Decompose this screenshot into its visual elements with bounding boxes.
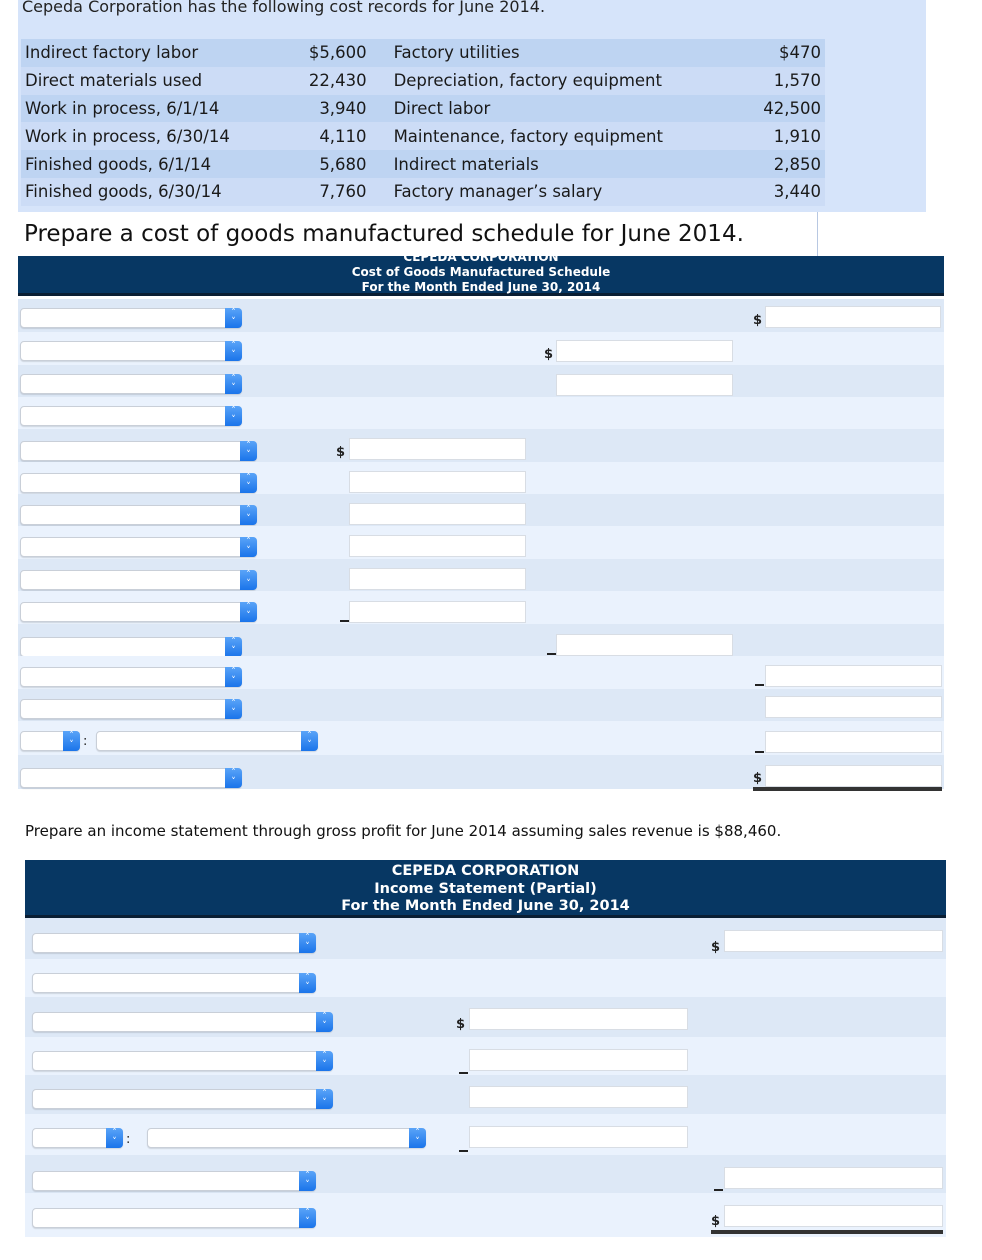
dollar-sign: $ <box>544 347 554 362</box>
given-data-panel <box>18 0 926 212</box>
amount-input[interactable] <box>349 471 526 493</box>
amount-input[interactable] <box>469 1008 688 1030</box>
table-row <box>21 122 825 150</box>
amount-input[interactable] <box>469 1126 688 1148</box>
cost-label: Work in process, 6/1/14 <box>21 95 288 123</box>
cost-label: Direct labor <box>371 95 743 123</box>
statement-period: For the Month Ended June 30, 2014 <box>341 898 630 914</box>
period-select[interactable] <box>32 1128 123 1148</box>
select-arrows-icon: ˄ ˅ <box>301 731 318 751</box>
subtotal-underline <box>459 1150 468 1152</box>
income-header <box>25 860 946 918</box>
cgm-row <box>18 559 944 591</box>
table-row <box>21 178 825 206</box>
account-select[interactable] <box>32 1051 333 1071</box>
account-select[interactable] <box>20 637 242 657</box>
total-cgm-input[interactable] <box>765 765 942 787</box>
income-row <box>25 959 946 997</box>
amount-input[interactable] <box>469 1049 688 1071</box>
subtotal-underline <box>755 684 764 686</box>
select-arrows-icon: ˄ ˅ <box>240 505 257 525</box>
dollar-sign: $ <box>753 771 763 786</box>
cgm-row <box>18 494 944 526</box>
period-select[interactable] <box>20 731 80 751</box>
cost-value: 3,940 <box>288 95 370 123</box>
cgm-row <box>18 624 944 656</box>
account-select[interactable] <box>20 308 242 328</box>
select-arrows-icon: ˄ ˅ <box>225 308 242 328</box>
cgm-header <box>18 250 944 296</box>
problem-intro: Cepeda Corporation has the following cost records for June 2014. <box>22 0 546 16</box>
cost-value: 4,110 <box>288 122 370 150</box>
account-select[interactable] <box>20 699 242 719</box>
income-row <box>25 1193 946 1237</box>
amount-input[interactable] <box>556 374 733 396</box>
amount-input[interactable] <box>765 731 942 753</box>
cost-value: 7,760 <box>288 178 370 206</box>
select-arrows-icon: ˄ ˅ <box>299 1171 316 1191</box>
account-select[interactable] <box>32 1208 316 1228</box>
schedule-title: Cost of Goods Manufactured Schedule <box>351 265 611 279</box>
cost-label: Maintenance, factory equipment <box>371 122 743 150</box>
account-select[interactable] <box>20 473 257 493</box>
select-arrows-icon: ˄ ˅ <box>316 1051 333 1071</box>
subtotal-underline <box>340 620 349 622</box>
account-select[interactable] <box>20 406 242 426</box>
select-arrows-icon: ˄ ˅ <box>240 441 257 461</box>
cost-label: Depreciation, factory equipment <box>371 67 743 95</box>
select-arrows-icon: ˄ ˅ <box>299 1208 316 1228</box>
select-arrows-icon: ˄ ˅ <box>225 341 242 361</box>
cost-label: Work in process, 6/30/14 <box>21 122 288 150</box>
schedule-period: For the Month Ended June 30, 2014 <box>361 280 601 294</box>
account-select[interactable] <box>32 1171 316 1191</box>
cost-value: 2,850 <box>743 150 826 178</box>
colon-separator: : <box>83 734 88 749</box>
account-select[interactable] <box>96 731 318 751</box>
table-row <box>21 150 825 178</box>
cost-label: Indirect factory labor <box>21 39 288 67</box>
cgm-row <box>18 365 944 397</box>
amount-input[interactable] <box>765 696 942 718</box>
cost-value: 5,680 <box>288 150 370 178</box>
account-select[interactable] <box>20 602 257 622</box>
double-underline <box>711 1230 943 1234</box>
select-arrows-icon: ˄ ˅ <box>299 933 316 953</box>
table-row <box>21 95 825 123</box>
cgm-row <box>18 332 944 365</box>
cost-value: $5,600 <box>288 39 370 67</box>
amount-input[interactable] <box>556 340 733 362</box>
cost-label: Finished goods, 6/1/14 <box>21 150 288 178</box>
account-select[interactable] <box>20 537 257 557</box>
cgm-row <box>18 462 944 494</box>
dollar-sign: $ <box>711 1214 721 1229</box>
gross-profit-input[interactable] <box>724 1205 943 1227</box>
cost-records-table <box>21 39 825 206</box>
cost-label: Indirect materials <box>371 150 743 178</box>
select-arrows-icon: ˄ ˅ <box>240 602 257 622</box>
amount-input[interactable] <box>724 930 943 952</box>
cost-value: 1,570 <box>743 67 826 95</box>
amount-input[interactable] <box>765 665 942 687</box>
income-row <box>25 918 946 959</box>
account-select[interactable] <box>20 374 242 394</box>
select-arrows-icon: ˄ ˅ <box>316 1012 333 1032</box>
table-row <box>21 39 825 67</box>
subtotal-underline <box>459 1072 468 1074</box>
cgm-row <box>18 721 944 755</box>
cgm-row <box>18 591 944 624</box>
dollar-sign: $ <box>711 940 721 955</box>
select-arrows-icon: ˄ ˅ <box>299 973 316 993</box>
cgm-prompt: Prepare a cost of goods manufactured schedule for June 2014. <box>18 212 818 257</box>
account-select[interactable] <box>20 505 257 525</box>
select-arrows-icon: ˄ ˅ <box>316 1089 333 1109</box>
account-select[interactable] <box>20 341 242 361</box>
amount-input[interactable] <box>349 438 526 460</box>
amount-input[interactable] <box>349 601 526 623</box>
dollar-sign: $ <box>336 445 346 460</box>
account-select[interactable] <box>20 667 242 687</box>
company-name: CEPEDA CORPORATION <box>403 250 559 264</box>
amount-input[interactable] <box>765 306 941 328</box>
account-select[interactable] <box>147 1128 426 1148</box>
company-name: CEPEDA CORPORATION <box>391 863 580 879</box>
select-arrows-icon: ˄ ˅ <box>63 731 80 751</box>
income-row <box>25 1075 946 1114</box>
cost-value: $470 <box>743 39 826 67</box>
subtotal-underline <box>755 751 764 753</box>
table-row <box>21 67 825 95</box>
select-arrows-icon: ˄ ˅ <box>409 1128 426 1148</box>
account-select[interactable] <box>32 1089 333 1109</box>
account-select[interactable] <box>32 933 316 953</box>
account-select[interactable] <box>20 768 242 788</box>
cost-value: 42,500 <box>743 95 826 123</box>
double-underline <box>753 787 942 791</box>
colon-separator: : <box>126 1132 131 1147</box>
select-arrows-icon: ˄ ˅ <box>225 699 242 719</box>
income-row <box>25 1155 946 1193</box>
cgm-row <box>18 656 944 689</box>
cgm-row <box>18 429 944 462</box>
cost-label: Factory manager’s salary <box>371 178 743 206</box>
account-select[interactable] <box>32 973 316 993</box>
statement-title: Income Statement (Partial) <box>374 880 597 897</box>
amount-input[interactable] <box>556 634 733 656</box>
select-arrows-icon: ˄ ˅ <box>225 406 242 426</box>
select-arrows-icon: ˄ ˅ <box>240 473 257 493</box>
subtotal-underline <box>547 653 556 655</box>
cgm-row <box>18 299 944 332</box>
cost-label: Direct materials used <box>21 67 288 95</box>
income-row <box>25 1114 946 1155</box>
select-arrows-icon: ˄ ˅ <box>225 637 242 657</box>
amount-input[interactable] <box>349 535 526 557</box>
select-arrows-icon: ˄ ˅ <box>106 1128 123 1148</box>
amount-input[interactable] <box>724 1167 943 1189</box>
select-arrows-icon: ˄ ˅ <box>240 537 257 557</box>
amount-input[interactable] <box>349 568 526 590</box>
select-arrows-icon: ˄ ˅ <box>225 374 242 394</box>
income-row <box>25 1037 946 1075</box>
cost-label: Factory utilities <box>371 39 743 67</box>
cgm-row <box>18 689 944 721</box>
cost-label: Finished goods, 6/30/14 <box>21 178 288 206</box>
dollar-sign: $ <box>753 313 763 328</box>
amount-input[interactable] <box>469 1086 688 1108</box>
income-prompt: Prepare an income statement through gross profit for June 2014 assuming sales revenue is $88,460. <box>25 822 782 840</box>
select-arrows-icon: ˄ ˅ <box>225 667 242 687</box>
account-select[interactable] <box>20 570 257 590</box>
select-arrows-icon: ˄ ˅ <box>240 570 257 590</box>
amount-input[interactable] <box>349 503 526 525</box>
income-row <box>25 997 946 1037</box>
cost-value: 1,910 <box>743 122 826 150</box>
account-select[interactable] <box>32 1012 333 1032</box>
cgm-row <box>18 397 944 429</box>
cost-value: 3,440 <box>743 178 826 206</box>
cgm-row <box>18 526 944 559</box>
account-select[interactable] <box>20 441 257 461</box>
cgm-row <box>18 755 944 789</box>
subtotal-underline <box>714 1189 723 1191</box>
cost-value: 22,430 <box>288 67 370 95</box>
select-arrows-icon: ˄ ˅ <box>225 768 242 788</box>
dollar-sign: $ <box>456 1017 466 1032</box>
